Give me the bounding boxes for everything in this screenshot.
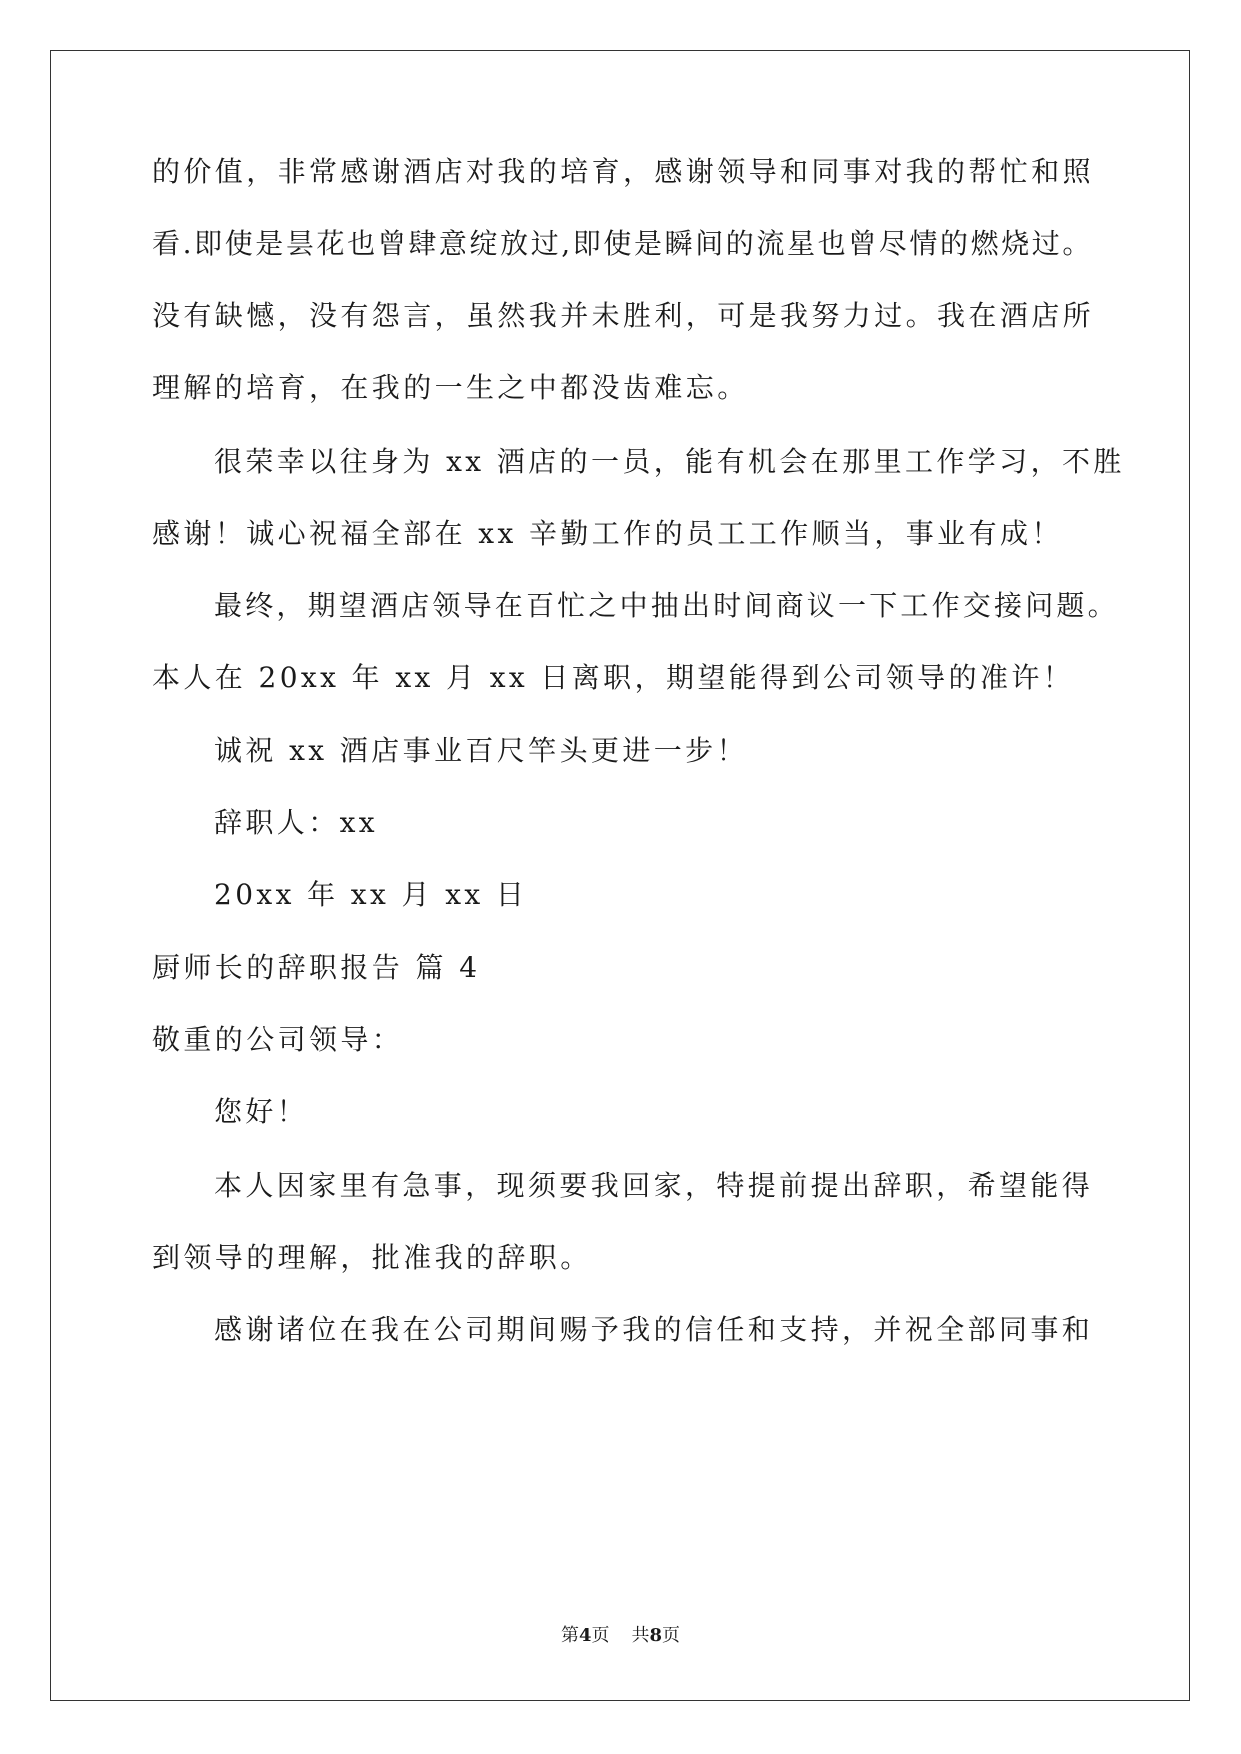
paragraph-line: 没有缺憾，没有怨言，虽然我并未胜利，可是我努力过。我在酒店所 — [152, 299, 1095, 332]
paragraph-line: 看.即使是昙花也曾肆意绽放过,即使是瞬间的流星也曾尽情的燃烧过。 — [152, 227, 1094, 260]
page-footer — [0, 1624, 1241, 1648]
total-unit: 页 — [662, 1625, 681, 1646]
page-unit: 页 — [591, 1625, 610, 1646]
section-heading: 厨师长的辞职报告 篇 4 — [152, 951, 481, 984]
greeting: 您好！ — [214, 1095, 309, 1128]
signer-line: 辞职人：xx — [214, 806, 378, 839]
paragraph-line: 本人在 20xx 年 xx 月 xx 日离职，期望能得到公司领导的准许！ — [152, 661, 1075, 694]
paragraph-line: 诚祝 xx 酒店事业百尺竿头更进一步！ — [214, 734, 748, 767]
paragraph-line: 感谢诸位在我在公司期间赐予我的信任和支持，并祝全部同事和 — [214, 1313, 1094, 1346]
paragraph-line: 最终，期望酒店领导在百忙之中抽出时间商议一下工作交接问题。 — [214, 589, 1119, 622]
total-prefix: 共 — [631, 1625, 650, 1646]
salutation: 敬重的公司领导： — [152, 1023, 404, 1056]
paragraph-line: 理解的培育，在我的一生之中都没齿难忘。 — [152, 371, 749, 404]
paragraph-line: 本人因家里有急事，现须要我回家，特提前提出辞职，希望能得 — [214, 1169, 1094, 1202]
paragraph-line: 的价值，非常感谢酒店对我的培育，感谢领导和同事对我的帮忙和照 — [152, 155, 1095, 188]
page-prefix: 第 — [560, 1625, 579, 1646]
current-page-number: 4 — [578, 1625, 592, 1646]
paragraph-line: 感谢！诚心祝福全部在 xx 辛勤工作的员工工作顺当，事业有成！ — [152, 517, 1063, 550]
paragraph-line: 很荣幸以往身为 xx 酒店的一员，能有机会在那里工作学习，不胜 — [214, 445, 1125, 478]
page-border — [50, 50, 1190, 1701]
date-line: 20xx 年 xx 月 xx 日 — [214, 878, 528, 911]
total-page-number: 8 — [649, 1625, 663, 1646]
paragraph-line: 到领导的理解，批准我的辞职。 — [152, 1241, 592, 1274]
